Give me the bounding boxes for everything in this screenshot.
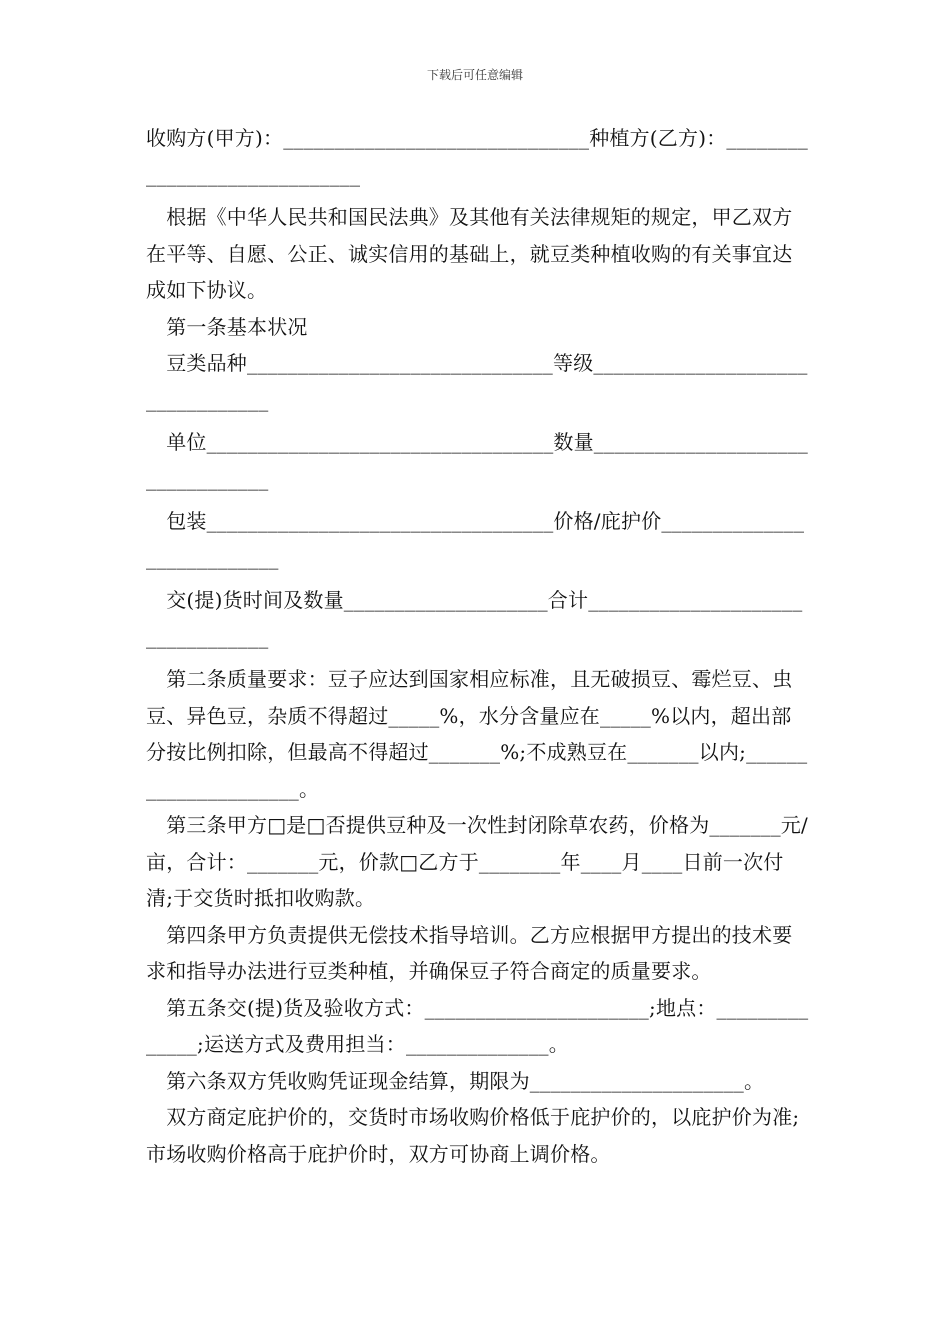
article-6-paragraph: 第六条双方凭收购凭证现金结算，期限为_____________________。 <box>146 1068 765 1093</box>
article-3-paragraph: 第三条甲方□是□否提供豆种及一次性封闭除草农药，价格为_______元/亩，合计：_______元，价款□乙方于________年____月____日前一次付清;于交货时抵扣收购款。 <box>146 813 808 910</box>
article-4-paragraph: 第四条甲方负责提供无偿技术指导培训。乙方应根据甲方提出的技术要求和指导办法进行豆类种植，并确保豆子符合商定的质量要求。 <box>146 922 793 983</box>
parties-line: 收购方(甲方)：______________________________种植方(乙方)：_____________________________ <box>146 126 809 187</box>
page-header-note: 下载后可任意编辑 <box>426 68 523 82</box>
article-1-delivery-line: 交(提)货时间及数量____________________合计_________________________________ <box>146 588 803 649</box>
article-1-title: 第一条基本状况 <box>146 314 308 339</box>
article-2-paragraph: 第二条质量要求：豆子应达到国家相应标准，且无破损豆、霉烂豆、虫豆、异色豆，杂质不得超过_____%，水分含量应在_____%以内，超出部分按比例扣除，但最高不得超过_______%;不成熟豆在_______以内;_____________________。 <box>146 667 808 801</box>
article-6-note-paragraph: 双方商定庇护价的，交货时市场收购价格低于庇护价的，以庇护价为准;市场收购价格高于庇护价时，双方可协商上调价格。 <box>146 1105 800 1166</box>
article-1-unit-line: 单位__________________________________数量_________________________________ <box>146 430 808 491</box>
preamble-paragraph: 根据《中华人民共和国民法典》及其他有关法律规矩的规定，甲乙双方在平等、自愿、公正、诚实信用的基础上，就豆类种植收购的有关事宜达成如下协议。 <box>146 205 793 302</box>
article-1-package-line: 包装__________________________________价格/庇护价___________________________ <box>146 509 805 570</box>
document-body <box>146 120 810 1172</box>
article-5-paragraph: 第五条交(提)货及验收方式：______________________;地点：______________;运送方式及费用担当：______________。 <box>146 995 809 1056</box>
article-1-variety-line: 豆类品种______________________________等级_________________________________ <box>146 351 808 412</box>
